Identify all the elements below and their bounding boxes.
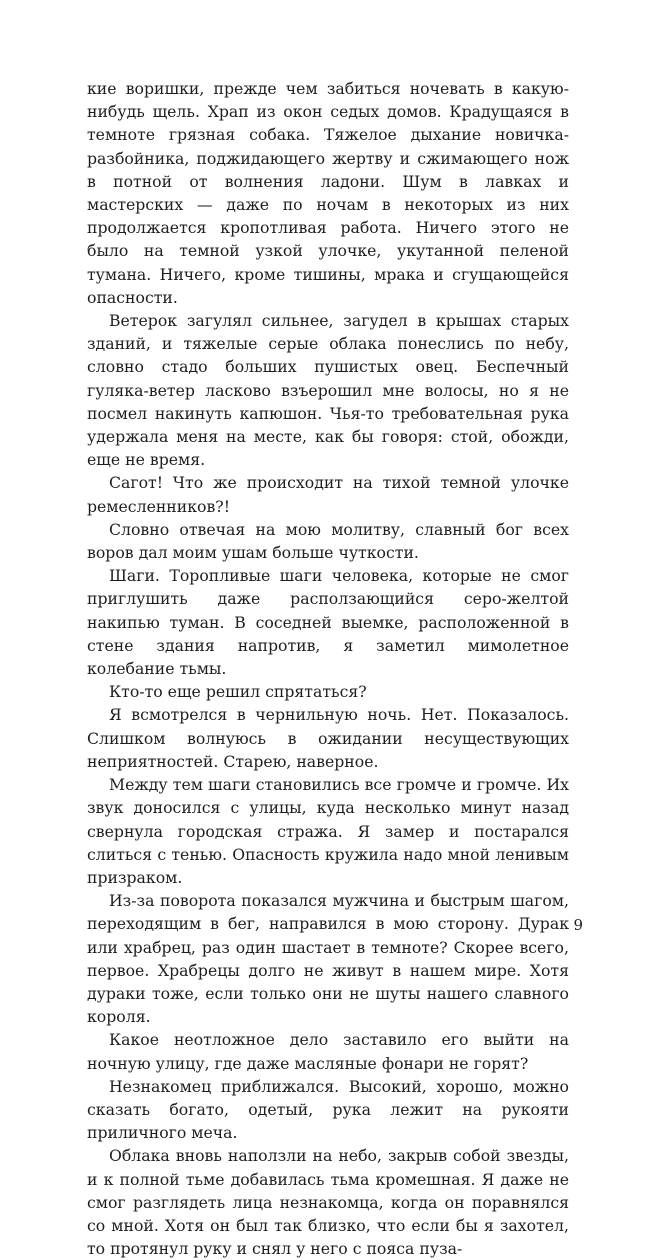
paragraph: Я всмотрелся в чернильную ночь. Нет. Показалось. Слишком волнуюсь в ожидании несуществующих неприятностей. Старею, наверное. xyxy=(87,705,569,771)
paragraph: Между тем шаги становились все громче и громче. Их звук доносился с улицы, куда несколько минут назад свернула городская стража. Я замер и постарался слиться с тенью. Опасность кружила надо мной ленивым призраком. xyxy=(87,775,569,887)
paragraph: Кто-то еще решил спрятаться? xyxy=(109,682,367,702)
page-number: 9 xyxy=(573,916,583,934)
paragraph: Какое неотложное дело заставило его выйти на ночную улицу, где даже масляные фонари не горят? xyxy=(87,1030,569,1073)
paragraph: Из-за поворота показался мужчина и быстрым шагом, переходящим в бег, направился в мою сторону. Дурак или храбрец, раз один шастает в темноте? Скорее всего, первое. Храбрецы долго не живут в нашем мире. Хотя дураки тоже, если только они не шуты нашего славного короля. xyxy=(87,891,569,1027)
paragraph: кие воришки, прежде чем забиться ночевать в какую-нибудь щель. Храп из окон седых домов. Крадущаяся в темноте грязная собака. Тяжелое дыхание новичка-разбойника, поджидающего жертву и сжимающего нож в потной от волнения ладони. Шум в лавках и мастерских — даже по ночам в некоторых из них продолжается кропотливая работа. Ничего этого не было на темной узкой улочке, укутанной пеленой тумана. Ничего, кроме тишины, мрака и сгущающейся опасности. xyxy=(87,79,569,307)
paragraph: Словно отвечая на мою молитву, славный бог всех воров дал моим ушам больше чуткости. xyxy=(87,519,569,563)
paragraph: Ветерок загулял сильнее, загудел в крышах старых зданий, и тяжелые серые облака понеслись по небу, словно стадо больших пушистых овец. Беспечный гуляка-ветер ласково взъерошил мне волосы, но я не посмел накинуть капюшон. Чья-то требовательная рука удержала меня на месте, как бы говоря: стой, обожди, еще не время. xyxy=(87,311,569,470)
paragraph: Облака вновь наползли на небо, закрыв собой звезды, и к полной тьме добавилась тьма кромешная. Я даже не смог разглядеть лица незнакомца, когда он поравнялся со мной. Хотя он был так близко, что если бы я захотел, то протянул руку и снял у него с пояса пуза- xyxy=(87,1146,569,1259)
paragraph: Незнакомец приближался. Высокий, хорошо, можно сказать богато, одетый, рука лежит на рукояти приличного меча. xyxy=(87,1076,569,1143)
paragraph: Сагот! Что же происходит на тихой темной улочке ремесленников?! xyxy=(87,473,569,516)
paragraph: Шаги. Торопливые шаги человека, которые не смог приглушить даже расползающийся серо-желтой накипью туман. В соседней выемке, расположенной в стене здания напротив, я заметил мимолетное колебание тьмы. xyxy=(87,566,569,679)
body-text xyxy=(87,77,569,1260)
